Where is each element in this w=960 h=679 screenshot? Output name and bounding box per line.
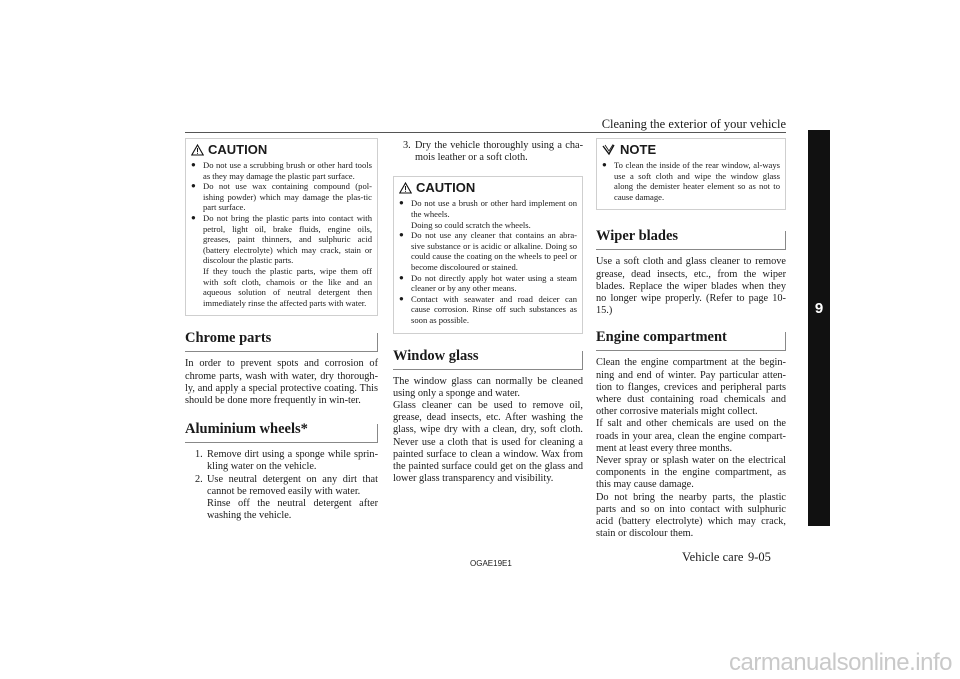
caution-list-rest	[399, 230, 577, 325]
note-pencil-icon	[602, 144, 616, 156]
caution-item-followup: Doing so could scratch the wheels.	[411, 219, 531, 230]
footer-section-label: Vehicle care	[682, 550, 744, 564]
chrome-text: In order to prevent spots and corrosion of chrome parts, wash with water, dry thorough-ly, and apply a special protective coating. This should be done more frequently in win-ter.	[185, 358, 378, 406]
section-heading-engine: Engine compartment	[596, 325, 786, 351]
caution-item: ● Do not use a brush or other hard implement on the wheels.	[399, 198, 577, 219]
note-heading	[602, 142, 780, 157]
step-item	[185, 474, 378, 498]
column-right	[596, 138, 786, 540]
step-text: Remove dirt using a sponge while sprin-kling water on the vehicle.	[207, 449, 378, 473]
warning-triangle-icon	[399, 182, 412, 194]
document-code: OGAE19E1	[470, 559, 512, 568]
section-heading-wiper: Wiper blades	[596, 224, 786, 250]
caution-item: ● Do not use wax containing compound (pol-ishing powder) which may damage the plas-tic part surface.	[191, 181, 372, 213]
aluminium-steps	[185, 449, 378, 498]
aluminium-steps-continued	[393, 140, 583, 164]
step-text: Dry the vehicle thoroughly using a cha-mois leather or a soft cloth.	[415, 140, 583, 164]
step-item	[185, 449, 378, 473]
step-followup: Rinse off the neutral detergent after washing the vehicle.	[207, 497, 378, 522]
caution-box-plastic	[185, 138, 378, 316]
caution-item-followup: If they touch the plastic parts, wipe them off with soft cloth, chamois or the like and an aqueous solution of neutral detergent then immediately rinse the affected parts with water.	[203, 265, 372, 308]
chapter-tab	[808, 130, 830, 526]
watermark: carmanualsonline.info	[729, 649, 952, 676]
step-number: 3.	[403, 140, 411, 151]
step-item	[393, 140, 583, 164]
wiper-text: Use a soft cloth and glass cleaner to remove grease, dead insects, etc., from the wiper blades. Replace the wiper blades when they no longer wipe properly. (Refer to page 10-15.)	[596, 256, 786, 317]
caution-list	[191, 160, 372, 266]
chapter-tab-number: 9	[814, 300, 824, 317]
caution-label: CAUTION	[416, 180, 476, 196]
caution-list	[399, 198, 577, 219]
caution-label: CAUTION	[208, 142, 268, 157]
note-item: ● To clean the inside of the rear window, al-ways use a soft cloth and wipe the window glass along the demister heater element so as not to cause damage.	[602, 160, 780, 202]
caution-item: ● Do not directly apply hot water using a steam cleaner or by any other means.	[399, 273, 577, 294]
caution-box-wheels	[393, 176, 583, 333]
section-heading-aluminium: Aluminium wheels*	[185, 417, 378, 443]
note-box	[596, 138, 786, 210]
note-list	[602, 160, 780, 202]
section-heading-window: Window glass	[393, 344, 583, 370]
column-middle	[393, 140, 583, 485]
column-left	[185, 138, 378, 522]
step-number: 1.	[195, 449, 203, 461]
caution-item: ● Do not use any cleaner that contains an abra-sive substance or is acidic or alkaline. Doing so could cause the coating on the wheels to peel or become discoloured or stained.	[399, 230, 577, 272]
step-number: 2.	[195, 473, 203, 485]
page-header-title: Cleaning the exterior of your vehicle	[601, 117, 786, 131]
caution-item: ● Do not bring the plastic parts into contact with petrol, light oil, brake fluids, engine oils, greases, paint thinners, and sulphuric acid (battery electrolyte) which may crack, stain or discolour the plastic parts.	[191, 213, 372, 266]
warning-triangle-icon	[191, 144, 204, 156]
caution-item: ● Do not use a scrubbing brush or other hard tools as they may damage the plastic part surface.	[191, 160, 372, 181]
caution-heading	[191, 142, 372, 157]
caution-item: ● Contact with seawater and road deicer can cause corrosion. Rinse off such substances as soon as possible.	[399, 294, 577, 326]
caution-heading	[399, 180, 577, 195]
section-heading-chrome: Chrome parts	[185, 326, 378, 352]
note-label: NOTE	[620, 142, 657, 157]
header-rule	[185, 132, 786, 133]
step-text: Use neutral detergent on any dirt that cannot be removed easily with water.	[207, 473, 378, 497]
engine-text: Clean the engine compartment at the begin-ning and end of winter. Pay particular atten-tion to flanges, crevices and peripheral parts where dust containing road chemicals and other corrosive materials might collect. If salt and other chemicals are used on the roads in your area, clean the engine compart-ment at least every three months. Never spray or splash water on the electrical components in the engine compartment, as this may cause damage. Do not bring the nearby parts, the plastic parts and so on into contact with sulphuric acid (battery electrolyte) which may crack, stain or discolour them.	[596, 357, 786, 540]
window-text: The window glass can normally be cleaned using only a sponge and water. Glass cleaner can be used to remove oil, grease, dead insects, etc. After washing the glass, wipe dry with a clean, dry, soft cloth. Never use a cloth that is used for cleaning a painted surface to clean a window. Wax from the painted surface could get on the glass and lower glass transparency and visibility.	[393, 375, 583, 485]
page-number: 9-05	[748, 550, 771, 564]
